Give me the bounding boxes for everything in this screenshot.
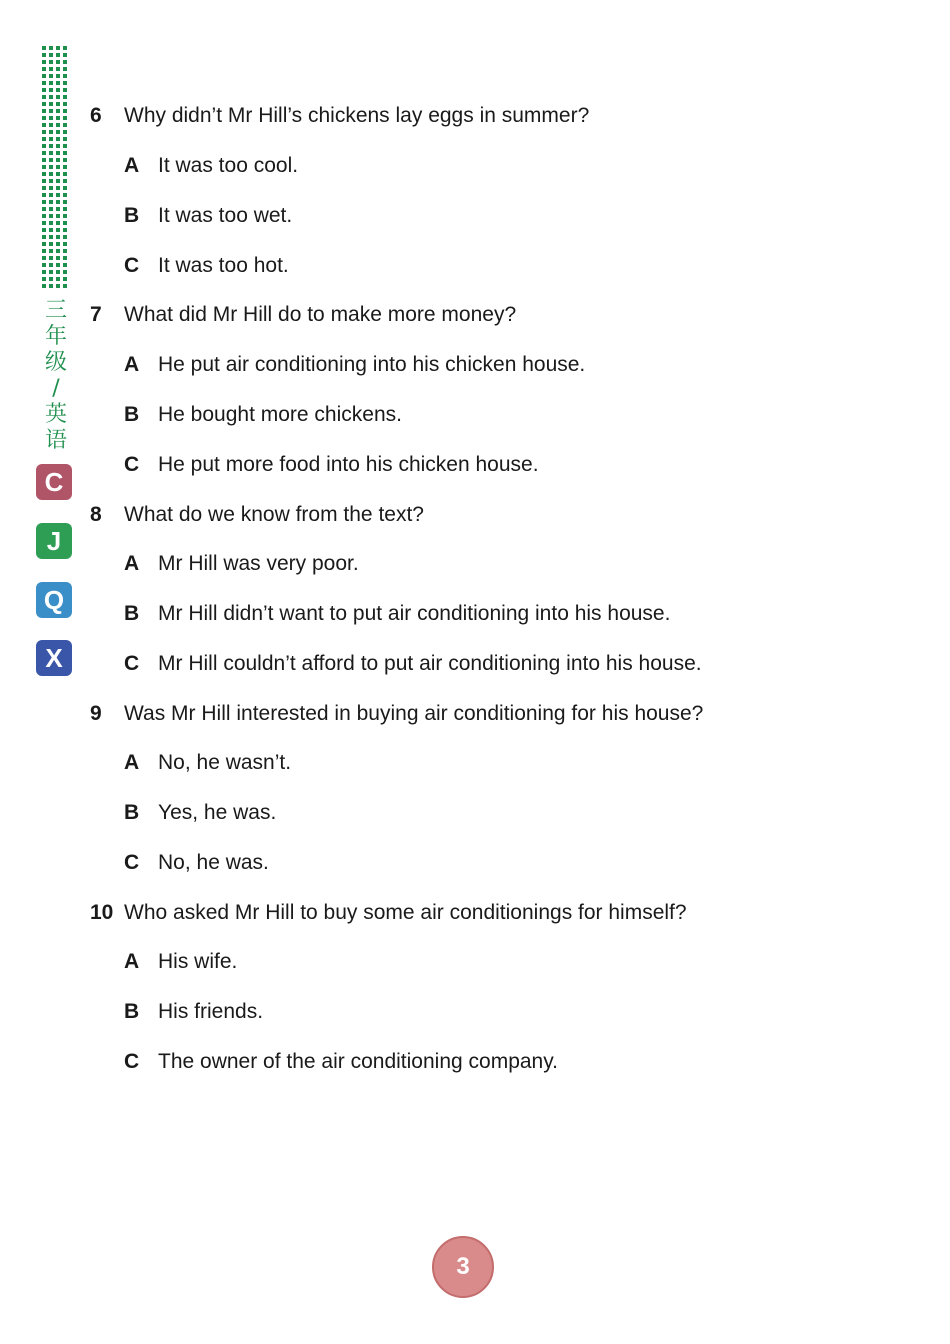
dot xyxy=(42,46,46,50)
label-char: 级 xyxy=(44,350,67,375)
dot xyxy=(56,74,60,78)
dot xyxy=(63,277,67,281)
dot xyxy=(56,228,60,232)
question-number: 9 xyxy=(90,702,102,725)
dot xyxy=(56,109,60,113)
dot xyxy=(56,235,60,239)
dot xyxy=(49,256,53,260)
dot xyxy=(63,74,67,78)
dot xyxy=(49,151,53,155)
dot xyxy=(56,284,60,288)
dot xyxy=(63,221,67,225)
dot xyxy=(56,95,60,99)
option-letter: B xyxy=(124,602,140,625)
option-letter: A xyxy=(124,751,140,774)
dot xyxy=(56,186,60,190)
dot xyxy=(49,116,53,120)
option-text: Yes, he was. xyxy=(158,801,277,824)
question-number: 10 xyxy=(90,901,114,924)
dot xyxy=(63,81,67,85)
question-number: 8 xyxy=(90,503,102,526)
dot xyxy=(63,172,67,176)
dot xyxy=(63,158,67,162)
dot xyxy=(56,53,60,57)
dot xyxy=(42,179,46,183)
dot xyxy=(49,179,53,183)
dot xyxy=(56,165,60,169)
option-text: He put air conditioning into his chicken house. xyxy=(158,353,586,376)
dot xyxy=(63,46,67,50)
dot xyxy=(42,270,46,274)
label-char: 年 xyxy=(44,324,67,349)
dot xyxy=(49,67,53,71)
dot xyxy=(42,130,46,134)
option-letter: C xyxy=(124,851,140,874)
dot xyxy=(56,207,60,211)
dot xyxy=(56,277,60,281)
dot xyxy=(63,95,67,99)
dot xyxy=(42,102,46,106)
dot xyxy=(42,151,46,155)
dot xyxy=(56,144,60,148)
option-text: It was too cool. xyxy=(158,154,299,177)
option-letter: A xyxy=(124,154,140,177)
dot xyxy=(42,95,46,99)
dot xyxy=(63,60,67,64)
dot xyxy=(42,228,46,232)
dot xyxy=(42,235,46,239)
dot xyxy=(42,109,46,113)
question-text: Who asked Mr Hill to buy some air conditionings for himself? xyxy=(124,901,687,924)
option-letter: A xyxy=(124,950,140,973)
option-text: Mr Hill was very poor. xyxy=(158,552,359,575)
option-text: It was too hot. xyxy=(158,254,289,277)
dot xyxy=(42,193,46,197)
badge-j-icon: J xyxy=(36,523,72,559)
option-letter: A xyxy=(124,353,140,376)
option-text: His wife. xyxy=(158,950,238,973)
dot xyxy=(49,242,53,246)
dot xyxy=(56,263,60,267)
dot xyxy=(49,74,53,78)
dot xyxy=(49,277,53,281)
option-text: The owner of the air conditioning company. xyxy=(158,1050,559,1073)
dot xyxy=(63,249,67,253)
dot xyxy=(63,207,67,211)
page-number: 3 xyxy=(432,1236,494,1298)
question-text: What did Mr Hill do to make more money? xyxy=(124,303,517,326)
option-letter: C xyxy=(124,652,140,675)
dot xyxy=(63,228,67,232)
dot xyxy=(56,130,60,134)
dot xyxy=(56,179,60,183)
dot xyxy=(49,270,53,274)
option-letter: C xyxy=(124,1050,140,1073)
option-text: He put more food into his chicken house. xyxy=(158,453,539,476)
option-text: It was too wet. xyxy=(158,204,293,227)
badge-q-icon: Q xyxy=(36,582,72,618)
dot xyxy=(42,60,46,64)
dot xyxy=(56,158,60,162)
dot xyxy=(49,46,53,50)
dot xyxy=(42,165,46,169)
dot xyxy=(42,74,46,78)
dot xyxy=(42,137,46,141)
dot xyxy=(56,123,60,127)
dot xyxy=(56,249,60,253)
dot xyxy=(63,165,67,169)
dot xyxy=(63,270,67,274)
dot xyxy=(42,144,46,148)
dot xyxy=(49,123,53,127)
dot xyxy=(49,95,53,99)
option-letter: B xyxy=(124,1000,140,1023)
badge-x-icon: X xyxy=(36,640,72,676)
dot xyxy=(49,130,53,134)
dot xyxy=(42,249,46,253)
dot xyxy=(49,137,53,141)
dot xyxy=(56,116,60,120)
dot xyxy=(56,81,60,85)
dot xyxy=(63,263,67,267)
option-letter: C xyxy=(124,254,140,277)
dot xyxy=(56,270,60,274)
question-text: What do we know from the text? xyxy=(124,503,424,526)
dot xyxy=(56,46,60,50)
dot xyxy=(63,109,67,113)
dot xyxy=(63,123,67,127)
option-letter: B xyxy=(124,204,140,227)
dot xyxy=(49,214,53,218)
question-text: Was Mr Hill interested in buying air conditioning for his house? xyxy=(124,702,704,725)
dot xyxy=(56,200,60,204)
dot xyxy=(49,186,53,190)
dot xyxy=(63,186,67,190)
dot xyxy=(49,235,53,239)
dot xyxy=(56,102,60,106)
option-letter: B xyxy=(124,801,140,824)
dot xyxy=(56,242,60,246)
dot xyxy=(42,88,46,92)
dot xyxy=(42,263,46,267)
label-char: 英 xyxy=(44,402,67,427)
dot xyxy=(63,67,67,71)
dot xyxy=(56,88,60,92)
dot xyxy=(49,263,53,267)
decorative-dot-strip xyxy=(42,46,67,288)
dot xyxy=(42,81,46,85)
dot xyxy=(49,207,53,211)
option-letter: A xyxy=(124,552,140,575)
dot xyxy=(42,221,46,225)
option-text: Mr Hill didn’t want to put air conditioning into his house. xyxy=(158,602,671,625)
dot xyxy=(49,102,53,106)
label-char: 语 xyxy=(44,428,67,453)
dot xyxy=(56,214,60,218)
dot xyxy=(42,186,46,190)
dot xyxy=(49,109,53,113)
dot xyxy=(42,256,46,260)
dot xyxy=(56,151,60,155)
dot xyxy=(49,284,53,288)
dot xyxy=(63,214,67,218)
question-text: Why didn’t Mr Hill’s chickens lay eggs in summer? xyxy=(124,104,590,127)
dot xyxy=(49,221,53,225)
option-text: Mr Hill couldn’t afford to put air conditioning into his house. xyxy=(158,652,702,675)
dot xyxy=(49,60,53,64)
dot xyxy=(49,88,53,92)
dot xyxy=(63,256,67,260)
dot xyxy=(49,200,53,204)
dot xyxy=(63,151,67,155)
dot xyxy=(49,249,53,253)
dot xyxy=(42,158,46,162)
dot xyxy=(63,102,67,106)
dot xyxy=(42,172,46,176)
dot xyxy=(63,53,67,57)
grade-subject-label xyxy=(42,298,70,454)
dot xyxy=(56,221,60,225)
dot xyxy=(56,193,60,197)
dot xyxy=(49,228,53,232)
dot xyxy=(56,256,60,260)
dot xyxy=(63,284,67,288)
dot xyxy=(49,172,53,176)
dot xyxy=(42,123,46,127)
dot xyxy=(42,207,46,211)
dot xyxy=(42,284,46,288)
dot xyxy=(49,144,53,148)
dot xyxy=(42,277,46,281)
dot xyxy=(63,137,67,141)
badge-c-icon: C xyxy=(36,464,72,500)
dot xyxy=(49,53,53,57)
label-char: / xyxy=(52,376,60,401)
dot xyxy=(49,165,53,169)
dot xyxy=(42,200,46,204)
option-text: No, he wasn’t. xyxy=(158,751,292,774)
question-number: 7 xyxy=(90,303,102,326)
option-text: He bought more chickens. xyxy=(158,403,402,426)
dot xyxy=(63,130,67,134)
dot xyxy=(63,235,67,239)
dot xyxy=(63,193,67,197)
label-char: 三 xyxy=(44,298,67,323)
dot xyxy=(42,242,46,246)
dot xyxy=(42,214,46,218)
dot xyxy=(56,172,60,176)
dot xyxy=(63,179,67,183)
option-letter: C xyxy=(124,453,140,476)
dot xyxy=(42,116,46,120)
option-text: His friends. xyxy=(158,1000,264,1023)
dot xyxy=(56,67,60,71)
dot xyxy=(49,158,53,162)
dot xyxy=(63,242,67,246)
dot xyxy=(63,144,67,148)
dot xyxy=(63,116,67,120)
dot xyxy=(56,137,60,141)
option-letter: B xyxy=(124,403,140,426)
dot xyxy=(56,60,60,64)
dot xyxy=(49,193,53,197)
question-number: 6 xyxy=(90,104,102,127)
dot xyxy=(42,53,46,57)
dot xyxy=(63,200,67,204)
dot xyxy=(63,88,67,92)
dot xyxy=(42,67,46,71)
option-text: No, he was. xyxy=(158,851,269,874)
dot xyxy=(49,81,53,85)
